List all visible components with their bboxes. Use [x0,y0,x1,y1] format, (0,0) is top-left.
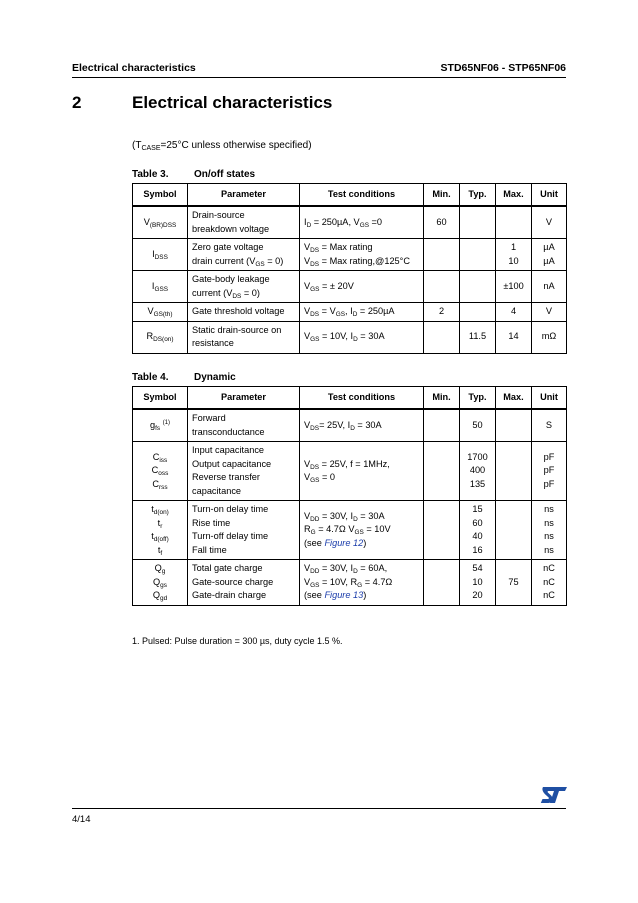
symbol-main: t [151,504,154,514]
parameter-line: Fall time [192,544,227,555]
conditions-cell [300,271,424,303]
min-cell [424,560,460,606]
cond-text: V [304,306,311,316]
typ-cell-value: 54 [472,563,483,573]
typ-cell-value: 60 [472,517,483,528]
unit-cell [532,239,567,271]
cond-text: = Max rating,@125°C [319,255,410,266]
max-cell-value: 14 [508,331,519,342]
parameter-line [192,255,295,269]
footnote: 1. Pulsed: Pulse duration = 300 µs, duty cycle 1.5 %. [132,636,343,646]
max-cell [496,303,532,322]
unit-cell-value: pF [543,465,555,476]
cond-sub: GS [354,529,364,537]
unit-cell-value: ns [544,531,554,541]
cond-text: = 250µA, V [311,216,360,227]
table-row [133,303,567,322]
header-divider [72,77,566,78]
typ-cell [460,501,496,560]
symbol-line [137,517,183,531]
condition-line [304,216,419,230]
cond-text: = Max rating [319,242,373,252]
cond-text: = 30A [357,510,385,521]
unit-cell-value: nC [543,563,555,573]
symbol-main: t [157,517,161,528]
table-row [133,442,567,501]
cond-text: V [304,280,311,291]
table4-title: Dynamic [194,372,236,383]
cond-text: =0 [369,216,383,227]
unit-cell [532,206,567,239]
max-cell [496,560,532,606]
param-text: current (V [192,287,233,298]
cond-text: = 250µA [357,306,395,316]
condition-line [304,471,419,485]
symbol-sub: oss [158,470,169,478]
min-cell [424,501,460,560]
cond-text: V [304,510,311,521]
symbol-sub: GSS [154,285,169,293]
cond-text: V [304,458,311,469]
symbol-cell [133,560,188,606]
column-header: Test conditions [300,387,424,410]
conditions-cell [300,560,424,606]
cond-sub: GS [310,581,320,589]
table-header-row [133,387,567,410]
parameter-line: Zero gate voltage [192,242,264,252]
symbol-line [137,503,183,517]
max-cell-value: ±100 [503,280,524,291]
cond-sub: D [350,424,355,432]
parameter-line: Reverse transfer [192,472,260,482]
max-cell [496,409,532,442]
parameter-line: Gate-source charge [192,576,274,587]
symbol-main: I [152,248,155,259]
max-cell [496,501,532,560]
symbol-sub: d(off) [153,536,169,543]
typ-cell-value: 135 [469,478,486,489]
conditions-cell [300,321,424,353]
conditions-cell [300,409,424,442]
symbol-line [137,544,183,558]
typ-cell [460,206,496,239]
symbol-cell [133,239,188,271]
cond-sub: D [306,221,312,229]
typ-cell-value: 20 [472,590,483,600]
parameter-cell [188,409,300,442]
cond-text: = 4.7Ω V [315,524,355,535]
section-title: Electrical characteristics [132,93,333,112]
min-cell [424,321,460,353]
symbol-cell [133,321,188,353]
unit-cell-value: mΩ [541,331,557,342]
min-cell-value: 60 [436,216,447,227]
symbol-cell [133,501,188,560]
cond-text: = 30A [357,331,385,342]
cond-text: R [304,524,311,535]
symbol-cell [133,271,188,303]
typ-cell [460,442,496,501]
parameter-cell [188,560,300,606]
parameter-cell [188,303,300,322]
symbol-main: t [157,544,161,555]
cond-text: = 60A, [357,563,388,573]
cond-text: V [304,255,311,266]
conditions-cell [300,442,424,501]
parameter-line: Drain-source [192,210,245,220]
footnote-ref: (1) [162,419,170,426]
symbol-sub: g [161,568,166,575]
cond-sub: DD [310,515,320,523]
cond-sub: DD [310,568,320,575]
condition-post: =25°C unless otherwise specified) [160,140,312,151]
parameter-line: resistance [192,338,234,348]
max-cell-value: 10 [508,255,519,266]
symbol-main: t [151,531,154,541]
symbol-cell [133,409,188,442]
max-cell [496,442,532,501]
min-cell [424,271,460,303]
symbol-sub: iss [159,456,168,464]
typ-cell [460,560,496,606]
dynamic-table [132,386,567,606]
parameter-cell [188,271,300,303]
param-sub: DS [232,292,242,300]
unit-cell-value: nC [543,576,555,587]
section-number: 2 [72,93,82,112]
condition-line [304,255,419,269]
symbol-main: Q [152,590,160,600]
cond-text: , I [345,306,353,316]
table3-title: On/off states [194,169,256,180]
symbol-sub: fs [155,424,161,432]
column-header: Symbol [133,184,188,207]
symbol-main: C [152,451,160,462]
cond-text: V [304,576,311,587]
parameter-line: capacitance [192,485,242,496]
parameter-line: Gate-drain charge [192,590,267,600]
cond-sub: DS [310,260,320,268]
max-cell-value: 4 [510,306,517,316]
symbol-sub: DSS [154,253,168,261]
symbol-sub: DS(on) [153,336,174,344]
cond-text: V [304,242,311,252]
unit-cell-value: µA [543,255,555,266]
param-text: = 0) [264,255,284,266]
typ-cell-value: 1700 [467,451,488,462]
table-row [133,271,567,303]
on-off-states-table [132,183,567,354]
unit-cell-value: pF [543,451,555,462]
symbol-main: C [151,465,159,476]
cond-text: = 10V [363,524,391,535]
min-cell [424,239,460,271]
unit-cell-value: nA [543,280,555,291]
cond-text: = 0 [319,472,336,482]
max-cell-value: 75 [508,576,519,587]
condition-line [304,280,419,294]
cond-sub: DS [310,424,320,432]
condition-line [304,305,419,319]
condition-line [304,330,419,344]
cond-sub: DS [310,463,320,471]
param-text: drain current (V [192,255,256,266]
condition-sub: CASE [141,145,161,152]
cond-text: ) [363,590,367,600]
page-number: 4/14 [72,814,91,825]
parameter-cell [188,501,300,560]
table3-caption [132,169,256,180]
cond-text: V [304,563,311,573]
symbol-sub: rss [159,483,168,491]
symbol-main: C [152,478,160,489]
unit-cell-value: nC [543,590,555,600]
unit-cell-value: µA [543,242,555,252]
parameter-line: breakdown voltage [192,223,270,234]
unit-cell-value: pF [543,478,555,489]
condition-line [304,576,419,590]
min-cell [424,206,460,239]
conditions-cell [300,206,424,239]
column-header: Typ. [460,184,496,207]
typ-cell-value: 11.5 [468,331,487,342]
condition-note [132,140,312,151]
column-header: Unit [532,387,567,410]
st-logo-icon [540,786,568,804]
symbol-sub: f [160,549,163,557]
parameter-line [192,287,295,301]
symbol-line [137,530,183,544]
cond-text: = 30V, I [319,563,354,573]
figure-link: Figure 12 [324,537,364,548]
unit-cell [532,560,567,606]
parameter-line: Turn-on delay time [192,504,269,514]
column-header: Max. [496,387,532,410]
header-part-numbers: STD65NF06 - STP65NF06 [440,62,566,74]
min-cell-value: 2 [438,306,445,316]
parameter-line: Static drain-source on [192,324,282,335]
condition-line [304,241,419,255]
table-row [133,239,567,271]
symbol-line [137,478,183,492]
typ-cell [460,271,496,303]
symbol-line [137,576,183,590]
unit-cell-value: ns [544,504,554,514]
symbol-sub: (BR)DSS [149,221,177,229]
max-cell-value: 1 [510,242,517,252]
cond-text: = 10V, I [319,331,354,342]
condition-pre: (T [132,140,142,151]
cond-text: (see [304,590,325,600]
symbol-line [137,562,183,576]
symbol-main: Q [154,563,162,573]
cond-sub: G [357,581,363,589]
parameter-line: Gate-body leakage [192,274,270,284]
symbol-main: Q [153,576,161,587]
parameter-cell [188,239,300,271]
symbol-cell [133,442,188,501]
column-header: Symbol [133,387,188,410]
parameter-line: Output capacitance [192,458,272,469]
symbol-main: V [147,306,154,316]
symbol-line [137,419,183,433]
column-header: Test conditions [300,184,424,207]
cond-sub: GS [359,221,369,229]
param-sub: GS [255,260,265,268]
unit-cell [532,409,567,442]
cond-sub: GS [310,336,320,344]
symbol-main: V [143,216,150,227]
max-cell [496,206,532,239]
symbol-line [137,464,183,478]
table-row [133,560,567,606]
symbol-main: g [150,419,156,430]
cond-sub: GS [310,285,320,293]
parameter-cell [188,321,300,353]
table3-label: Table 3. [132,169,169,180]
max-cell [496,321,532,353]
cond-text: = 30V, I [319,510,354,521]
symbol-sub: GS(th) [153,311,173,318]
cond-text: V [304,472,311,482]
symbol-line [137,451,183,465]
symbol-line [137,589,183,603]
table-header-row [133,184,567,207]
footer-divider [72,808,566,809]
column-header: Unit [532,184,567,207]
table-row [133,206,567,239]
parameter-line: transconductance [192,426,265,437]
symbol-main: I [151,280,155,291]
parameter-cell [188,206,300,239]
conditions-cell [300,303,424,322]
condition-line [304,589,419,603]
parameter-line: Input capacitance [192,445,265,455]
cond-text: (see [304,537,325,548]
table4-caption [132,372,236,383]
condition-line [304,537,419,551]
cond-sub: DS [310,311,320,318]
typ-cell-value: 16 [472,544,483,555]
unit-cell-value: S [545,419,553,430]
column-header: Typ. [460,387,496,410]
cond-text: V [304,331,311,342]
typ-cell-value: 400 [469,465,486,476]
min-cell [424,409,460,442]
cond-text: = 25V, f = 1MHz, [319,458,390,469]
min-cell [424,303,460,322]
table4-label: Table 4. [132,372,169,383]
cond-text: = 10V, R [319,576,358,587]
cond-sub: G [310,529,316,537]
unit-cell [532,321,567,353]
cond-sub: DS [310,247,320,254]
unit-cell-value: ns [544,517,554,528]
max-cell [496,271,532,303]
condition-line [304,419,419,433]
column-header: Max. [496,184,532,207]
conditions-cell [300,501,424,560]
typ-cell [460,303,496,322]
parameter-line: Total gate charge [192,563,263,573]
unit-cell [532,271,567,303]
min-cell [424,442,460,501]
parameter-line: Forward [192,413,226,423]
cond-sub: D [353,568,358,575]
column-header: Min. [424,387,460,410]
cond-sub: D [352,311,358,318]
cond-text: = 4.7Ω [362,576,393,587]
cond-sub: GS [310,477,320,484]
cond-text: = 30A [354,419,382,430]
symbol-sub: gd [159,595,168,602]
table-row [133,501,567,560]
column-header: Parameter [188,387,300,410]
conditions-cell [300,239,424,271]
typ-cell [460,239,496,271]
symbol-sub: r [160,522,163,530]
unit-cell-value: V [545,306,553,316]
condition-line [304,458,419,472]
cond-sub: GS [335,311,346,318]
typ-cell [460,321,496,353]
typ-cell-value: 15 [472,504,483,514]
symbol-sub: d(on) [153,509,169,516]
condition-line [304,510,419,524]
column-header: Parameter [188,184,300,207]
cond-text: = ± 20V [319,280,354,291]
condition-line [304,562,419,576]
cond-sub: D [353,336,358,344]
cond-sub: D [353,515,358,523]
unit-cell [532,442,567,501]
unit-cell [532,303,567,322]
parameter-cell [188,442,300,501]
symbol-cell [133,303,188,322]
typ-cell-value: 50 [472,419,483,430]
param-text: = 0) [241,287,260,298]
column-header: Min. [424,184,460,207]
parameter-line: Gate threshold voltage [192,306,285,316]
condition-line [304,523,419,537]
unit-cell-value: V [545,216,553,227]
cond-text: V [304,419,311,430]
typ-cell [460,409,496,442]
symbol-sub: gs [160,581,167,589]
cond-text: ) [363,537,367,548]
symbol-cell [133,206,188,239]
figure-link: Figure 13 [324,590,364,600]
symbol-main: R [146,331,154,342]
max-cell [496,239,532,271]
header-section-title: Electrical characteristics [72,62,196,74]
table-row [133,409,567,442]
unit-cell [532,501,567,560]
typ-cell-value: 40 [472,531,483,541]
cond-text: = V [319,306,336,316]
parameter-line: Rise time [192,517,231,528]
table-row [133,321,567,353]
cond-text: = 25V, I [319,419,351,430]
parameter-line: Turn-off delay time [192,531,269,541]
cond-text: I [304,216,307,227]
typ-cell-value: 10 [472,576,483,587]
unit-cell-value: ns [544,544,554,555]
